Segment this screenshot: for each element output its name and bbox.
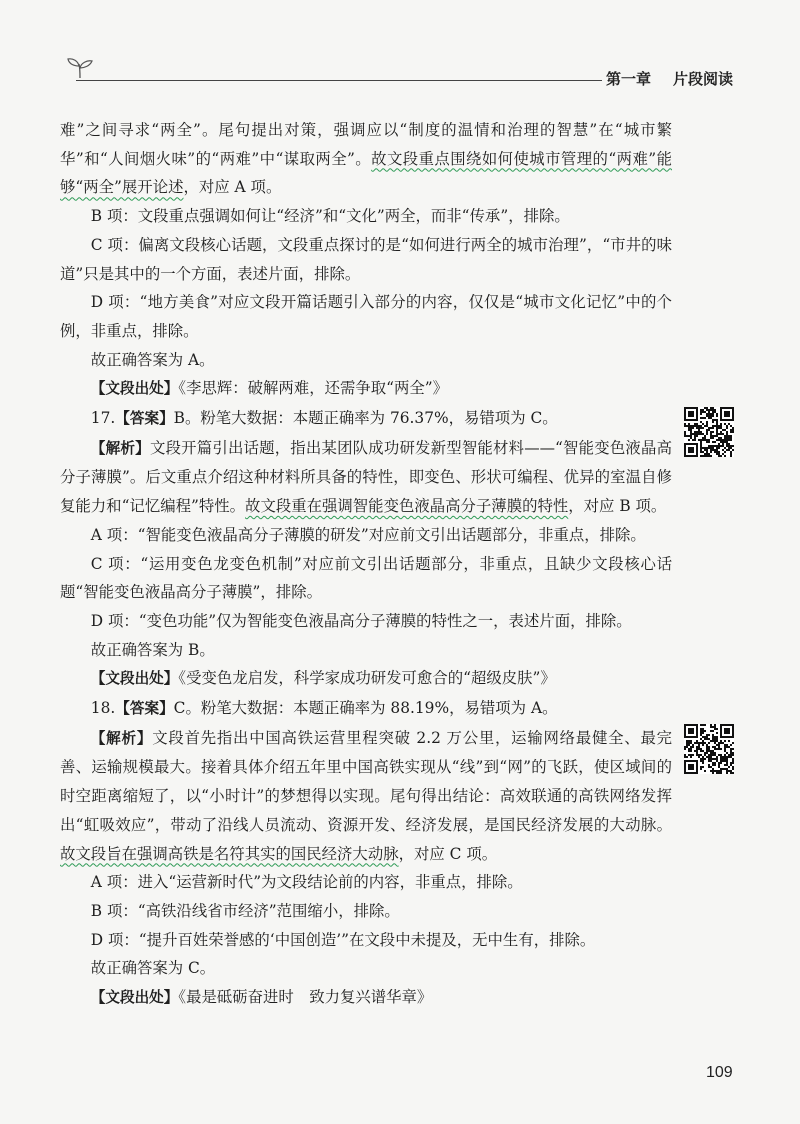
q16-source: 【文段出处】《李思辉：破解两难，还需争取“两全”》 xyxy=(90,379,449,398)
q17-conclusion: 故正确答案为 B。 xyxy=(90,640,215,659)
q16-conclusion: 故正确答案为 A。 xyxy=(90,350,215,369)
sprout-icon xyxy=(66,56,94,80)
qr-code-icon[interactable] xyxy=(684,407,734,457)
source-label: 【文段出处】 xyxy=(90,670,179,688)
q18-conclusion: 故正确答案为 C。 xyxy=(90,959,216,978)
section-title: 片段阅读 xyxy=(673,70,734,88)
page-body xyxy=(60,116,672,1013)
header-rule xyxy=(76,80,602,81)
q18-source: 【文段出处】《最是砥砺奋进时 致力复兴谱华章》 xyxy=(90,988,433,1007)
qr-code-icon[interactable] xyxy=(684,724,734,774)
answer-label: 【答案】 xyxy=(115,410,174,428)
q17-analysis: 【解析】文段开篇引出话题，指出某团队成功研发新型智能材料——“智能变色液晶高分子薄膜”。后文重点介绍这种材料所具备的特性，即变色、形状可编程、优异的室温自修复能力和“记忆编程”特性。故文段重在强调智能变色液晶高分子薄膜的特性，对应 B 项。 xyxy=(60,438,672,516)
key-point-underline: 故文段重在强调智能变色液晶高分子薄膜的特性 xyxy=(245,497,569,516)
page-header xyxy=(0,0,800,100)
source-label: 【文段出处】 xyxy=(90,380,179,398)
chapter-number: 第一章 xyxy=(606,70,652,88)
chapter-title xyxy=(606,68,733,89)
q18-option-a: A 项：进入“运营新时代”为文段结论前的内容，非重点，排除。 xyxy=(90,873,523,892)
q18-answer: 18.【答案】C。粉笔大数据：本题正确率为 88.19%，易错项为 A。 xyxy=(90,699,558,718)
analysis-label: 【解析】 xyxy=(90,729,153,747)
q16-analysis-continuation: 难”之间寻求“两全”。尾句提出对策，强调应以“制度的温情和治理的智慧”在“城市繁华”和“人间烟火味”的“两难”中“谋取两全”。故文段重点围绕如何使城市管理的“两难”能够“两全”展开论述，对应 A 项。 xyxy=(60,121,672,197)
q16-option-c: C 项：偏离文段核心话题，文段重点探讨的是“如何进行两全的城市治理”，“市井的味道”只是其中的一个方面，表述片面，排除。 xyxy=(60,235,672,283)
analysis-label: 【解析】 xyxy=(90,439,150,457)
q18-option-d: D 项：“提升百姓荣誉感的‘中国创造’”在文段中未提及，无中生有，排除。 xyxy=(90,930,596,949)
key-point-underline: 故文段旨在强调高铁是名符其实的国民经济大动脉 xyxy=(60,844,399,863)
q17-option-c: C 项：“运用变色龙变色机制”对应前文引出话题部分，非重点，且缺少文段核心话题“智能变色液晶高分子薄膜”，排除。 xyxy=(60,554,672,602)
q17-answer: 17.【答案】B。粉笔大数据：本题正确率为 76.37%，易错项为 C。 xyxy=(90,409,558,428)
source-label: 【文段出处】 xyxy=(90,989,179,1007)
q17-source: 【文段出处】《受变色龙启发，科学家成功研发可愈合的“超级皮肤”》 xyxy=(90,669,556,688)
q17-option-d: D 项：“变色功能”仅为智能变色液晶高分子薄膜的特性之一，表述片面，排除。 xyxy=(90,611,632,630)
q18-option-b: B 项：“高铁沿线省市经济”范围缩小，排除。 xyxy=(90,901,400,920)
answer-label: 【答案】 xyxy=(115,700,174,718)
q16-option-d: D 项：“地方美食”对应文段开篇话题引入部分的内容，仅仅是“城市文化记忆”中的个例，非重点，排除。 xyxy=(60,293,672,340)
q17-option-a: A 项：“智能变色液晶高分子薄膜的研发”对应前文引出话题部分，非重点，排除。 xyxy=(90,525,646,544)
q18-analysis: 【解析】文段首先指出中国高铁运营里程突破 2.2 万公里，运输网络最健全、最完善、运输规模最大。接着具体介绍五年里中国高铁实现从“线”到“网”的飞跃，使区域间的时空距离缩短了，以“小时计”的梦想得以实现。尾句得出结论：高效联通的高铁网络发挥出“虹吸效应”，带动了沿线人员流动、资源开发、经济发展，是国民经济发展的大动脉。故文段旨在强调高铁是名符其实的国民经济大动脉，对应 C 项。 xyxy=(60,728,672,863)
key-point-underline: 故文段重点围绕如何使城市管理的“两难”能够“两全”展开论述 xyxy=(60,149,672,197)
page-number: 109 xyxy=(706,1064,733,1081)
q16-option-b: B 项：文段重点强调如何让“经济”和“文化”两全，而非“传承”，排除。 xyxy=(90,207,570,226)
